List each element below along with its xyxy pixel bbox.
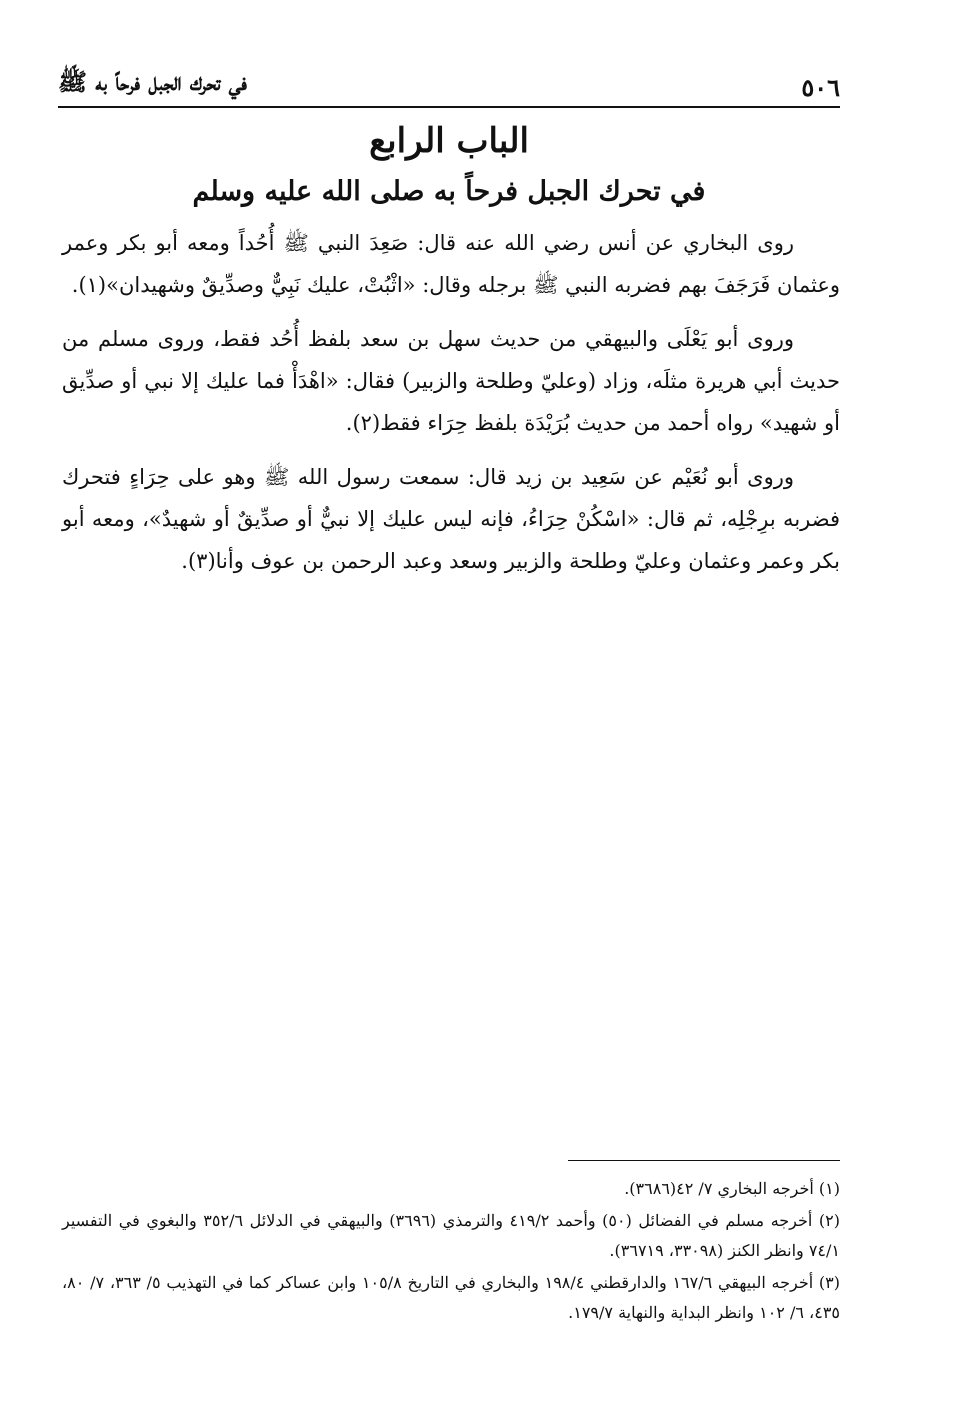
chapter-title: الباب الرابع: [369, 121, 529, 161]
footnote-rule: [568, 1160, 840, 1161]
footnote-2: (٢) أخرجه مسلم في الفضائل (٥٠) وأحمد ٤١٩/٢ والترمذي (٣٦٩٦) والبيهقي في الدلائل ٣٥٢/٦ والبغوي في التفسير ٧٤/١ وانظر الكنز (٣٣٠٩٨، ٣٦٧١٩).: [62, 1211, 840, 1260]
running-title: في تحرك الجبل فرحاً به ﷺ: [58, 67, 247, 96]
body-text: [62, 222, 840, 594]
paragraph-3: وروى أبو نُعَيْم عن سَعِيد بن زيد قال: سمعت رسول الله ﷺ وهو على حِرَاءٍ فتحرك فضربه برِجْلِه، ثم قال: «اسْكُنْ حِرَاءُ، فإنه ليس عليك إلا نبيٌّ أو صدِّيقٌ أو شهيدٌ»، ومعه أبو بكر وعمر وعثمان وعليّ وطلحة والزبير وسعد وعبد الرحمن بن عوف وأنا(٣).: [62, 465, 840, 573]
header-rule: [58, 106, 840, 108]
footnote-3: (٣) أخرجه البيهقي ١٦٧/٦ والدارقطني ١٩٨/٤ والبخاري في التاريخ ١٠٥/٨ وابن عساكر كما في التهذيب ٥/ ٣٦٣، ٧/ ٨٠، ٤٣٥، ٦/ ١٠٢ وانظر البداية والنهاية ١٧٩/٧.: [62, 1273, 841, 1322]
chapter-subtitle: في تحرك الجبل فرحاً به صلى الله عليه وسلم: [192, 176, 706, 207]
paragraph-1: روى البخاري عن أنس رضي الله عنه قال: صَعِدَ النبي ﷺ أُحُداً ومعه أبو بكر وعمر وعثمان فَرَجَفَ بهم فضربه النبي ﷺ برجله وقال: «اثْبُتْ، عليك نَبِيٌّ وصدِّيقٌ وشهيدان»(١).: [62, 231, 840, 297]
paragraph-2: وروى أبو يَعْلَى والبيهقي من حديث سهل بن سعد بلفظ أُحُد فقط، وروى مسلم من حديث أبي هريرة مثلَه، وزاد (وعليّ وطلحة والزبير) فقال: «اهْدَأْ فما عليك إلا نبي أو صدِّيق أو شهيد» رواه أحمد من حديث بُرَيْدَة بلفظ حِرَاء فقط(٢).: [62, 327, 840, 435]
page-number: ٥٠٦: [801, 73, 840, 102]
running-head: [58, 58, 840, 102]
footnote-1: (١) أخرجه البخاري ٧/ ٤٢(٣٦٨٦).: [624, 1179, 840, 1198]
footnotes: [62, 1174, 840, 1330]
